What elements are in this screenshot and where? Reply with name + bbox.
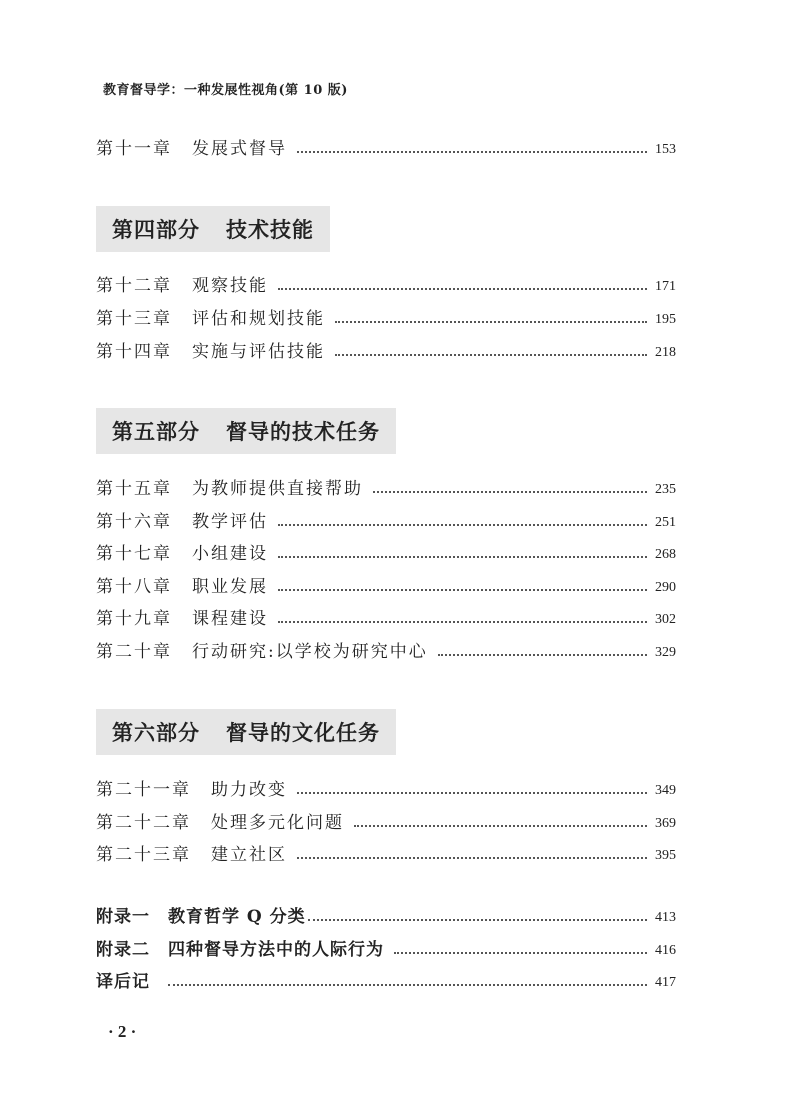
toc-entry[interactable]: [96, 473, 676, 499]
page-number: 153: [655, 142, 676, 157]
chapter-title: 处理多元化问题: [211, 813, 344, 833]
chapter-title: 职业发展: [192, 577, 268, 597]
chapter-title: 为教师提供直接帮助: [192, 479, 363, 499]
part-number: 第六部分: [112, 720, 200, 745]
page-number: 329: [655, 645, 676, 660]
toc-entry[interactable]: [96, 270, 676, 296]
part-number: 第四部分: [112, 217, 200, 242]
dot-leader: [278, 288, 647, 290]
chapter-number: 第二十章: [96, 642, 172, 662]
chapter-number: 第十九章: [96, 609, 172, 629]
toc-entry[interactable]: [96, 133, 676, 159]
toc-entry[interactable]: [96, 538, 676, 564]
dot-leader: [354, 825, 647, 827]
page-number: 171: [655, 279, 676, 294]
dot-leader: [278, 524, 647, 526]
chapter-title: 评估和规划技能: [192, 309, 325, 329]
part-heading: [96, 709, 396, 755]
chapter-title: 实施与评估技能: [192, 342, 325, 362]
chapter-number: 第十七章: [96, 544, 172, 564]
toc-entry[interactable]: [96, 807, 676, 833]
page-number: 413: [655, 910, 676, 925]
appendix-title: 教育哲学 Q 分类: [168, 907, 306, 927]
toc-entry[interactable]: [96, 303, 676, 329]
toc-entry[interactable]: [96, 603, 676, 629]
part-heading: [96, 408, 396, 454]
toc-entry-appendix[interactable]: [96, 901, 676, 927]
page-number: 349: [655, 783, 676, 798]
chapter-number: 第二十二章: [96, 813, 191, 833]
toc-entry[interactable]: [96, 571, 676, 597]
part-number: 第五部分: [112, 419, 200, 444]
chapter-number: 第十八章: [96, 577, 172, 597]
dot-leader: [438, 654, 647, 656]
page-number: 290: [655, 580, 676, 595]
dot-leader: [335, 321, 647, 323]
dot-leader: [394, 952, 647, 954]
part-title: 督导的技术任务: [226, 419, 380, 444]
appendix-label: 附录二: [96, 940, 150, 960]
toc-entry[interactable]: [96, 336, 676, 362]
page-number: 235: [655, 482, 676, 497]
chapter-title: 建立社区: [211, 845, 287, 865]
chapter-number: 第十四章: [96, 342, 172, 362]
dot-leader: [335, 354, 647, 356]
toc-entry-appendix[interactable]: [96, 966, 676, 992]
part-title: 技术技能: [226, 217, 314, 242]
page-number: 251: [655, 515, 676, 530]
chapter-title: 助力改变: [211, 780, 287, 800]
chapter-title: 发展式督导: [192, 139, 287, 159]
dot-leader: [373, 491, 647, 493]
toc-entry[interactable]: [96, 506, 676, 532]
chapter-title: 行动研究:以学校为研究中心: [192, 642, 428, 662]
chapter-title: 教学评估: [192, 512, 268, 532]
dot-leader: [278, 621, 647, 623]
toc-entry[interactable]: [96, 636, 676, 662]
dot-leader: [278, 589, 647, 591]
page-number: 369: [655, 816, 676, 831]
dot-leader: [308, 919, 647, 921]
page-number: 268: [655, 547, 676, 562]
appendix-title: 四种督导方法中的人际行为: [168, 940, 384, 960]
part-title: 督导的文化任务: [226, 720, 380, 745]
appendix-label: 译后记: [96, 972, 150, 992]
dot-leader: [278, 556, 647, 558]
chapter-number: 第十二章: [96, 276, 172, 296]
page-number: 417: [655, 975, 676, 990]
toc-entry[interactable]: [96, 839, 676, 865]
chapter-title: 课程建设: [192, 609, 268, 629]
running-header-title: 教育督导学：一种发展性视角(第 10 版): [103, 83, 348, 98]
page-number-footer: · 2 ·: [108, 1022, 137, 1041]
toc-entry[interactable]: [96, 774, 676, 800]
appendix-label: 附录一: [96, 907, 150, 927]
chapter-number: 第二十三章: [96, 845, 191, 865]
chapter-number: 第十六章: [96, 512, 172, 532]
chapter-number: 第二十一章: [96, 780, 191, 800]
toc-entry-appendix[interactable]: [96, 934, 676, 960]
chapter-number: 第十一章: [96, 139, 172, 159]
page-number: 195: [655, 312, 676, 327]
dot-leader: [297, 792, 647, 794]
chapter-number: 第十五章: [96, 479, 172, 499]
chapter-number: 第十三章: [96, 309, 172, 329]
dot-leader: [168, 984, 647, 986]
chapter-title: 观察技能: [192, 276, 268, 296]
page-number: 302: [655, 612, 676, 627]
page-number: 218: [655, 345, 676, 360]
part-heading: [96, 206, 330, 252]
dot-leader: [297, 857, 647, 859]
dot-leader: [297, 151, 647, 153]
page-number: 395: [655, 848, 676, 863]
page-number: 416: [655, 943, 676, 958]
chapter-title: 小组建设: [192, 544, 268, 564]
